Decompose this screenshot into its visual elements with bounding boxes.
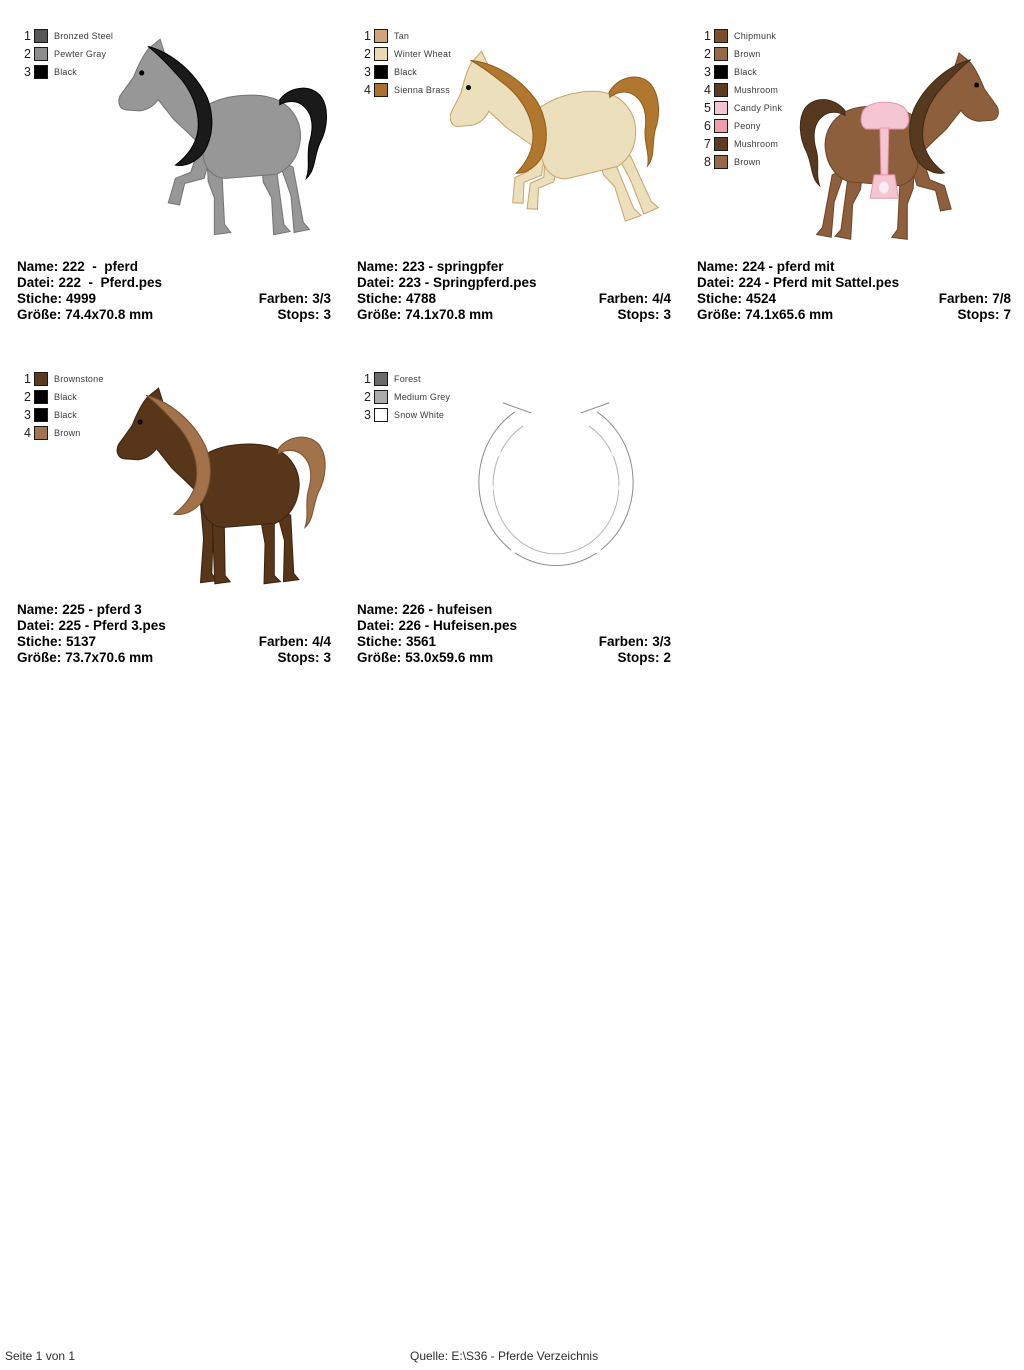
legend-number: 2: [24, 47, 31, 61]
legend-row: [20, 370, 104, 388]
legend-row: [700, 81, 782, 99]
legend-number: 6: [704, 119, 711, 133]
nail-hole: [611, 448, 619, 456]
design-meta: [17, 602, 331, 666]
design-size: 74.1x70.8 mm: [405, 307, 494, 322]
colors-label: Farben:: [258, 291, 309, 306]
stitch-count: 4524: [746, 291, 777, 306]
color-swatch: [34, 390, 48, 404]
design-file: 222 - Pferd.pes: [58, 275, 163, 290]
design-file-line: [357, 275, 671, 291]
legend-row: [700, 117, 782, 135]
stitch-label: Stiche:: [17, 291, 63, 306]
stops-label: Stops:: [277, 650, 320, 665]
saddle: [861, 102, 909, 129]
color-swatch: [714, 47, 728, 61]
color-name: Black: [54, 67, 78, 77]
stitch-label: Stiche:: [697, 291, 743, 306]
name-label: Name:: [357, 602, 399, 617]
color-name: Medium Grey: [394, 392, 451, 402]
legend-row: [20, 45, 113, 63]
page-number: Seite 1 von 1: [5, 1349, 76, 1363]
legend-row: [700, 135, 782, 153]
nail-hole: [511, 545, 519, 553]
design-name-line: [357, 602, 671, 618]
horse-eye: [974, 83, 979, 88]
color-swatch: [34, 408, 48, 422]
legend-number: 3: [24, 65, 31, 79]
stitch-count: 5137: [66, 634, 97, 649]
legend-number: 7: [704, 137, 711, 151]
legend-number: 2: [24, 390, 31, 404]
embroidery-preview: [452, 381, 660, 600]
color-swatch: [34, 47, 48, 61]
embroidery-preview: [110, 36, 335, 251]
design-meta: [357, 259, 671, 323]
stops-count: 2: [663, 650, 671, 665]
horseshoe-icon: [452, 381, 660, 595]
color-name: Pewter Gray: [54, 49, 107, 59]
legend-row: [700, 45, 782, 63]
horse-prancing-icon: [450, 36, 675, 246]
legend-row: [360, 81, 451, 99]
stitch-color-line: [17, 291, 331, 307]
size-stops-line: [357, 307, 671, 323]
stitch-color-line: [17, 634, 331, 650]
color-count: 3/3: [652, 634, 671, 649]
design-name-line: [357, 259, 671, 275]
colors-label: Farben:: [598, 634, 649, 649]
design-card-226: [350, 363, 682, 695]
embroidery-preview: [450, 36, 675, 251]
legend-number: 4: [24, 426, 31, 440]
design-name-line: [697, 259, 1011, 275]
nail-hole: [485, 484, 493, 492]
color-count: 3/3: [312, 291, 331, 306]
color-name: Brownstone: [54, 374, 104, 384]
stops-label: Stops:: [617, 307, 660, 322]
color-count: 7/8: [992, 291, 1011, 306]
legend-row: [20, 63, 113, 81]
design-file-line: [357, 618, 671, 634]
size-stops-line: [357, 650, 671, 666]
size-label: Größe:: [357, 650, 402, 665]
stops-count: 3: [663, 307, 671, 322]
legend-number: 1: [24, 29, 31, 43]
legend-row: [20, 406, 104, 424]
color-count: 4/4: [312, 634, 331, 649]
legend-number: 2: [704, 47, 711, 61]
stops-label: Stops:: [617, 650, 660, 665]
color-swatch: [374, 65, 388, 79]
color-legend: [360, 370, 450, 424]
legend-row: [360, 63, 451, 81]
color-swatch: [374, 408, 388, 422]
stops-label: Stops:: [277, 307, 320, 322]
legend-number: 4: [364, 83, 371, 97]
design-file-line: [17, 275, 331, 291]
design-name-line: [17, 259, 331, 275]
horseshoe-tip-left: [503, 403, 531, 413]
color-name: Black: [54, 392, 78, 402]
color-name: Brown: [734, 49, 761, 59]
color-name: Mushroom: [734, 139, 779, 149]
stitch-count: 3561: [406, 634, 437, 649]
color-swatch: [714, 137, 728, 151]
name-label: Name:: [697, 259, 739, 274]
stitch-label: Stiche:: [357, 291, 403, 306]
color-name: Chipmunk: [734, 31, 777, 41]
size-stops-line: [17, 307, 331, 323]
design-card-225: [10, 363, 342, 695]
color-name: Black: [734, 67, 758, 77]
color-swatch: [374, 83, 388, 97]
horse-hind-leg: [260, 515, 280, 584]
color-swatch: [374, 47, 388, 61]
stops-count: 3: [323, 650, 331, 665]
legend-number: 3: [364, 408, 371, 422]
size-label: Größe:: [17, 650, 62, 665]
design-name-line: [17, 602, 331, 618]
color-swatch: [34, 372, 48, 386]
design-name: 226 - hufeisen: [402, 602, 493, 617]
design-meta: [697, 259, 1011, 323]
source-path: Quelle: E:\S36 - Pferde Verzeichnis: [410, 1349, 599, 1363]
saddle-strap: [880, 128, 889, 175]
color-swatch: [714, 119, 728, 133]
legend-row: [360, 27, 451, 45]
size-stops-line: [17, 650, 331, 666]
design-size: 74.4x70.8 mm: [65, 307, 154, 322]
color-name: Sienna Brass: [394, 85, 450, 95]
file-label: Datei:: [17, 275, 55, 290]
stitch-color-line: [357, 291, 671, 307]
color-name: Brown: [54, 428, 81, 438]
color-swatch: [714, 65, 728, 79]
embroidery-preview: [106, 385, 336, 600]
colors-label: Farben:: [258, 634, 309, 649]
stitch-color-line: [697, 291, 1011, 307]
color-swatch: [34, 29, 48, 43]
legend-number: 1: [364, 372, 371, 386]
legend-number: 1: [364, 29, 371, 43]
stirrup-hole: [879, 182, 889, 194]
color-swatch: [374, 390, 388, 404]
color-swatch: [714, 29, 728, 43]
color-swatch: [714, 83, 728, 97]
color-swatch: [34, 65, 48, 79]
color-name: Candy Pink: [734, 103, 783, 113]
color-swatch: [714, 155, 728, 169]
stitch-count: 4788: [406, 291, 437, 306]
legend-number: 5: [704, 101, 711, 115]
color-name: Snow White: [394, 410, 445, 420]
color-name: Peony: [734, 121, 761, 131]
design-name: 222 - pferd: [62, 259, 139, 274]
legend-row: [20, 388, 104, 406]
color-name: Tan: [394, 31, 410, 41]
design-size: 53.0x59.6 mm: [405, 650, 494, 665]
stops-label: Stops:: [957, 307, 1000, 322]
design-meta: [17, 259, 331, 323]
legend-row: [360, 388, 450, 406]
color-legend: [20, 27, 113, 81]
color-count: 4/4: [652, 291, 671, 306]
legend-number: 8: [704, 155, 711, 169]
color-legend: [360, 27, 451, 99]
color-swatch: [374, 29, 388, 43]
horse-eye: [139, 70, 144, 75]
stitch-label: Stiche:: [357, 634, 403, 649]
design-size: 74.1x65.6 mm: [745, 307, 834, 322]
design-size: 73.7x70.6 mm: [65, 650, 154, 665]
legend-row: [360, 45, 451, 63]
color-swatch: [34, 426, 48, 440]
stops-count: 3: [323, 307, 331, 322]
color-name: Black: [54, 410, 78, 420]
file-label: Datei:: [357, 618, 395, 633]
horseshoe-band: [479, 412, 633, 566]
legend-row: [20, 424, 104, 442]
legend-number: 2: [364, 47, 371, 61]
legend-number: 3: [24, 408, 31, 422]
nail-hole: [618, 484, 626, 492]
file-label: Datei:: [357, 275, 395, 290]
embroidery-preview: [792, 50, 1007, 255]
legend-number: 4: [704, 83, 711, 97]
design-name: 223 - springpfer: [402, 259, 504, 274]
legend-number: 2: [364, 390, 371, 404]
horse-standing-icon: [106, 385, 336, 595]
color-name: Mushroom: [734, 85, 779, 95]
legend-number: 3: [364, 65, 371, 79]
file-label: Datei:: [17, 618, 55, 633]
legend-number: 3: [704, 65, 711, 79]
color-swatch: [374, 372, 388, 386]
stitch-count: 4999: [66, 291, 97, 306]
nail-hole: [493, 519, 501, 527]
nail-hole: [493, 448, 501, 456]
legend-number: 1: [704, 29, 711, 43]
horse-walking-icon: [110, 36, 335, 246]
color-name: Brown: [734, 157, 761, 167]
color-name: Bronzed Steel: [54, 31, 114, 41]
size-label: Größe:: [17, 307, 62, 322]
stitch-color-line: [357, 634, 671, 650]
horseshoe-inner-band: [493, 426, 619, 554]
legend-row: [700, 63, 782, 81]
design-card-223: [350, 20, 682, 352]
design-file: 226 - Hufeisen.pes: [398, 618, 518, 633]
nail-hole: [611, 519, 619, 527]
color-name: Black: [394, 67, 418, 77]
legend-row: [20, 27, 113, 45]
horse-eye: [138, 419, 143, 424]
size-label: Größe:: [697, 307, 742, 322]
colors-label: Farben:: [598, 291, 649, 306]
name-label: Name:: [17, 259, 59, 274]
file-label: Datei:: [697, 275, 735, 290]
design-file-line: [697, 275, 1011, 291]
design-file: 224 - Pferd mit Sattel.pes: [738, 275, 900, 290]
legend-number: 1: [24, 372, 31, 386]
horseshoe-tip-right: [581, 403, 609, 413]
size-label: Größe:: [357, 307, 402, 322]
colors-label: Farben:: [938, 291, 989, 306]
legend-row: [700, 99, 782, 117]
name-label: Name:: [17, 602, 59, 617]
legend-row: [360, 406, 450, 424]
color-legend: [20, 370, 104, 442]
design-file-line: [17, 618, 331, 634]
design-name: 224 - pferd mit: [742, 259, 835, 274]
stitch-label: Stiche:: [17, 634, 63, 649]
legend-row: [700, 153, 782, 171]
name-label: Name:: [357, 259, 399, 274]
design-card-222: [10, 20, 342, 352]
design-card-224: [690, 20, 1022, 352]
design-file: 223 - Springpferd.pes: [398, 275, 537, 290]
size-stops-line: [697, 307, 1011, 323]
stops-count: 7: [1003, 307, 1011, 322]
horse-with-saddle-icon: [792, 50, 1007, 250]
color-name: Winter Wheat: [394, 49, 451, 59]
color-legend: [700, 27, 782, 171]
design-meta: [357, 602, 671, 666]
design-name: 225 - pferd 3: [62, 602, 142, 617]
design-file: 225 - Pferd 3.pes: [58, 618, 166, 633]
color-name: Forest: [394, 374, 421, 384]
color-swatch: [714, 101, 728, 115]
nail-hole: [593, 545, 601, 553]
legend-row: [700, 27, 782, 45]
legend-row: [360, 370, 450, 388]
